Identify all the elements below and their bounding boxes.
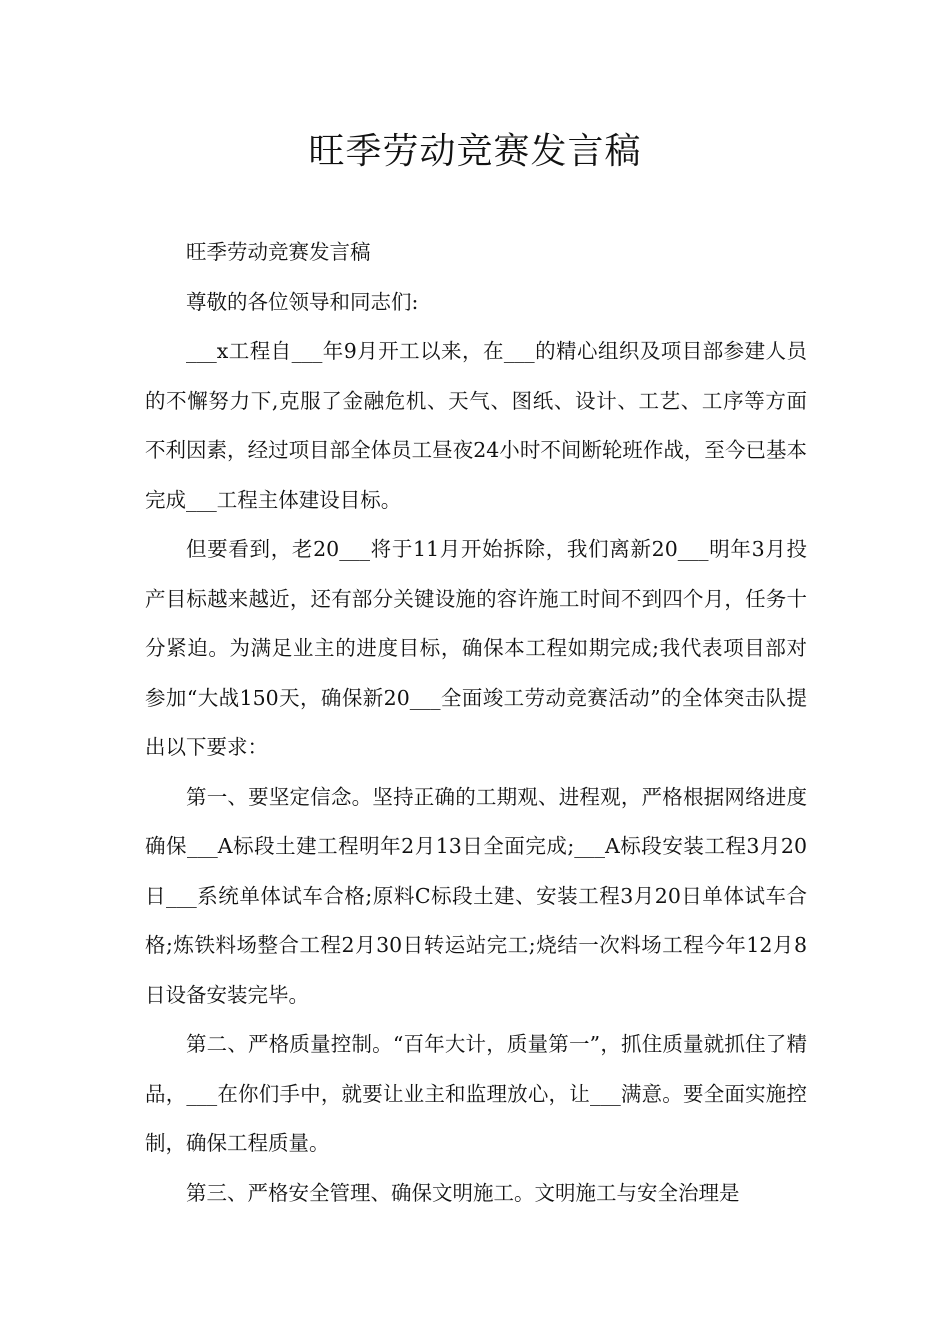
paragraph-requirement-1: 第一、要坚定信念。坚持正确的工期观、进程观，严格根据网络进度确保___A标段土建工程明年2月13日全面完成;___A标段安装工程3月20日___系统单体试车合格;原料C标段土建、安装工程3月20日单体试车合格;炼铁料场整合工程2月30日转运站完工;烧结一次料场工程今年12月8日设备安装完毕。	[145, 784, 807, 1007]
paragraph-challenge: 但要看到，老20___将于11月开始拆除，我们离新20___明年3月投产目标越来越近，还有部分关键设施的容许施工时间不到四个月，任务十分紧迫。为满足业主的进度目标，确保本工程如期完成;我代表项目部对参加“大战150天，确保新20___全面竣工劳动竞赛活动”的全体突击队提出以下要求：	[145, 537, 807, 759]
paragraph-requirement-3: 第三、严格安全管理、确保文明施工。文明施工与安全治理是	[186, 1180, 740, 1205]
document-body	[145, 228, 807, 1218]
paragraph-requirement-2: 第二、严格质量控制。“百年大计，质量第一”，抓住质量就抓住了精品，___在你们手中，就要让业主和监理放心，让___满意。要全面实施控制，确保工程质量。	[145, 1032, 807, 1155]
paragraph-salutation: 尊敬的各位领导和同志们:	[186, 289, 419, 314]
paragraph-intro: ___x工程自___年9月开工以来，在___的精心组织及项目部参建人员的不懈努力下,克服了金融危机、天气、图纸、设计、工艺、工序等方面不利因素，经过项目部全体员工昼夜24小时不间断轮班作战，至今已基本完成___工程主体建设目标。	[145, 339, 807, 512]
document-title: 旺季劳动竞赛发言稿	[308, 131, 642, 172]
paragraph-subtitle: 旺季劳动竞赛发言稿	[186, 240, 371, 264]
